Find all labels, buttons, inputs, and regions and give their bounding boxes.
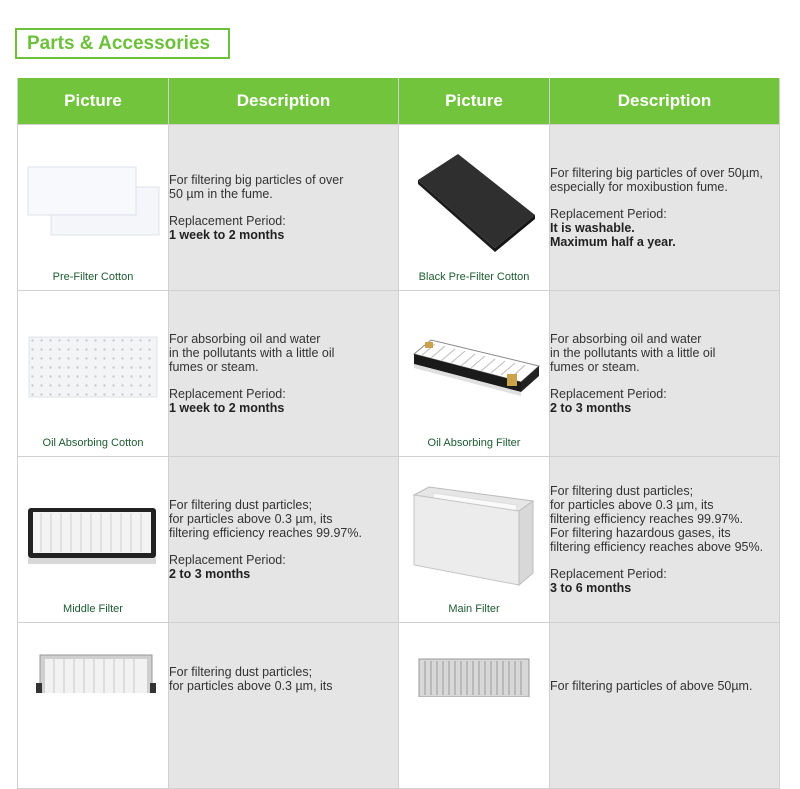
replacement-period-value: 2 to 3 months (550, 401, 632, 415)
header-picture: Picture (18, 78, 169, 125)
picture-cell (18, 623, 169, 789)
description-line: For filtering big particles of over (169, 173, 344, 187)
description-line: especially for moxibustion fume. (550, 180, 728, 194)
description-cell (169, 291, 399, 457)
header-description: Description (550, 78, 780, 125)
header-row (18, 78, 780, 125)
description-line: for particles above 0.3 µm, its (169, 512, 333, 526)
header-description: Description (169, 78, 399, 125)
description-line: For filtering particles of above 50µm. (550, 679, 753, 693)
description-line: For absorbing oil and water (550, 332, 702, 346)
picture-cell (399, 125, 550, 291)
description-line: in the pollutants with a little oil (550, 346, 716, 360)
description-line: filtering efficiency reaches 99.97%. (550, 512, 743, 526)
picture-caption: Oil Absorbing Cotton (42, 437, 144, 449)
picture-cell (399, 457, 550, 623)
description-line: filtering efficiency reaches 99.97%. (169, 526, 362, 540)
pre-filter-cotton-image (26, 163, 161, 238)
picture-caption: Middle Filter (63, 603, 123, 615)
description-line: For filtering hazardous gases, its (550, 526, 731, 540)
pleated-filter-image (415, 657, 535, 697)
middle-filter-image (26, 505, 161, 567)
description-cell (169, 457, 399, 623)
description-cell (169, 125, 399, 291)
replacement-period-value: Maximum half a year. (550, 235, 676, 249)
replacement-period-value: It is washable. (550, 221, 635, 235)
parts-table (17, 78, 780, 789)
oil-absorbing-cotton-image (28, 336, 160, 401)
picture-cell (18, 291, 169, 457)
description-line: for particles above 0.3 µm, its (550, 498, 714, 512)
description-line: For filtering dust particles; (169, 665, 313, 679)
picture-cell (18, 125, 169, 291)
replacement-period-label: Replacement Period: (169, 387, 286, 401)
picture-caption: Oil Absorbing Filter (427, 437, 521, 449)
description-line: fumes or steam. (169, 360, 259, 374)
description-line: in the pollutants with a little oil (169, 346, 335, 360)
description-cell (550, 125, 780, 291)
table-row (18, 291, 780, 457)
replacement-period-label: Replacement Period: (550, 387, 667, 401)
picture-cell (18, 457, 169, 623)
description-line: 50 µm in the fume. (169, 187, 273, 201)
picture-caption: Black Pre-Filter Cotton (418, 271, 530, 283)
table-row (18, 457, 780, 623)
picture-caption: Main Filter (448, 603, 500, 615)
header-picture: Picture (399, 78, 550, 125)
page-title: Parts & Accessories (15, 28, 230, 59)
black-pre-filter-cotton-image (413, 150, 538, 255)
table-row (18, 125, 780, 291)
replacement-period-value: 3 to 6 months (550, 581, 632, 595)
replacement-period-label: Replacement Period: (550, 207, 667, 221)
oil-absorbing-filter-image (411, 336, 541, 408)
description-line: fumes or steam. (550, 360, 640, 374)
description-cell (550, 291, 780, 457)
picture-caption: Pre-Filter Cotton (52, 271, 134, 283)
description-line: For filtering big particles of over 50µm, (550, 166, 763, 180)
description-line: For absorbing oil and water (169, 332, 321, 346)
replacement-period-label: Replacement Period: (169, 214, 286, 228)
description-cell (550, 623, 780, 789)
replacement-period-value: 1 week to 2 months (169, 228, 285, 242)
description-cell (169, 623, 399, 789)
description-line: For filtering dust particles; (169, 498, 313, 512)
description-line: for particles above 0.3 µm, its (169, 679, 333, 693)
description-line: For filtering dust particles; (550, 484, 694, 498)
description-line: filtering efficiency reaches above 95%. (550, 540, 764, 554)
replacement-period-value: 2 to 3 months (169, 567, 251, 581)
filter-frame-image (36, 653, 156, 693)
replacement-period-label: Replacement Period: (169, 553, 286, 567)
main-filter-image (411, 485, 541, 590)
picture-cell (399, 623, 550, 789)
replacement-period-label: Replacement Period: (550, 567, 667, 581)
description-cell (550, 457, 780, 623)
table-row (18, 623, 780, 789)
replacement-period-value: 1 week to 2 months (169, 401, 285, 415)
picture-cell (399, 291, 550, 457)
